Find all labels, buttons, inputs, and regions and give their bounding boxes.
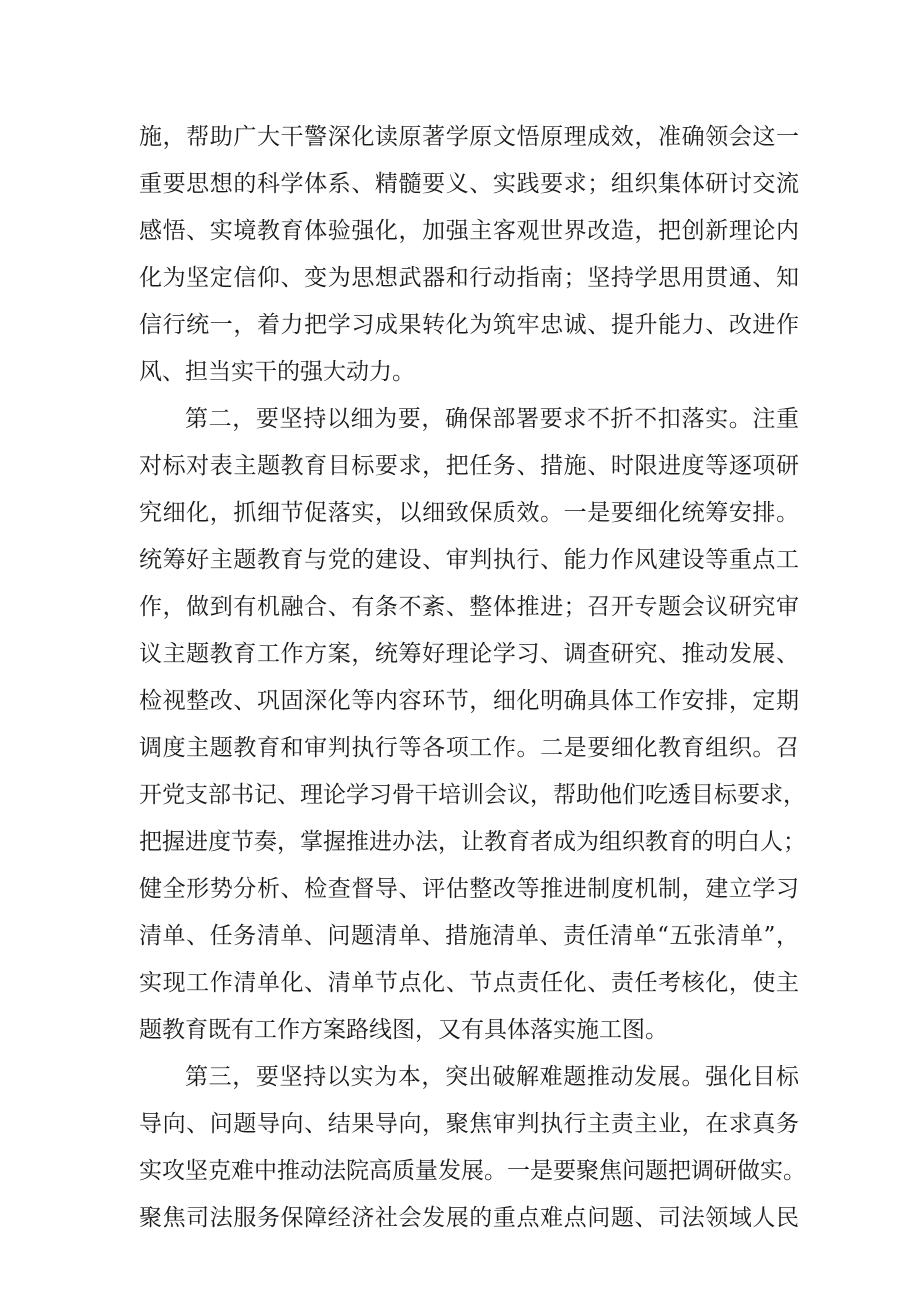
paragraph-2-line-7: 检视整改、巩固深化等内容环节，细化明确具体工作安排，定期 [139,688,799,714]
paragraph-2-line-1: 第二，要坚持以细为要，确保部署要求不折不扣落实。注重 [185,406,799,432]
paragraph-1-line-4: 化为坚定信仰、变为思想武器和行动指南；坚持学思用贯通、知 [139,265,799,291]
paragraph-2-line-2: 对标对表主题教育目标要求，把任务、措施、时限进度等逐项研 [139,453,799,479]
paragraph-2-line-13: 实现工作清单化、清单节点化、节点责任化、责任考核化，使主 [139,970,799,996]
paragraph-3-line-2: 导向、问题导向、结果导向，聚焦审判执行主责主业，在求真务 [139,1111,799,1137]
paragraph-3-line-4: 聚焦司法服务保障经济社会发展的重点难点问题、司法领域人民 [139,1205,799,1231]
paragraph-2-line-9: 开党支部书记、理论学习骨干培训会议，帮助他们吃透目标要求， [139,782,806,808]
paragraph-3-line-3: 实攻坚克难中推动法院高质量发展。一是要聚焦问题把调研做实。 [139,1158,806,1184]
paragraph-2-line-11: 健全形势分析、检查督导、评估整改等推进制度机制，建立学习 [139,876,799,902]
paragraph-1-line-5: 信行统一，着力把学习成果转化为筑牢忠诚、提升能力、改进作 [139,312,799,338]
paragraph-2-line-10: 把握进度节奏，掌握推进办法，让教育者成为组织教育的明白人； [139,829,806,855]
paragraph-2-line-5: 作，做到有机融合、有条不紊、整体推进；召开专题会议研究审 [139,594,799,620]
paragraph-2-line-6: 议主题教育工作方案，统筹好理论学习、调查研究、推动发展、 [139,641,799,667]
paragraph-2-line-4: 统筹好主题教育与党的建设、审判执行、能力作风建设等重点工 [139,547,799,573]
paragraph-1-line-3: 感悟、实境教育体验强化，加强主客观世界改造，把创新理论内 [139,218,799,244]
paragraph-1-line-6: 风、担当实干的强大动力。 [139,359,415,385]
paragraph-2-line-14: 题教育既有工作方案路线图，又有具体落实施工图。 [139,1017,668,1043]
paragraph-3-line-1: 第三，要坚持以实为本，突出破解难题推动发展。强化目标 [185,1064,799,1090]
paragraph-1-line-2: 重要思想的科学体系、精髓要义、实践要求；组织集体研讨交流 [139,171,799,197]
paragraph-2-line-3: 究细化，抓细节促落实，以细致保质效。一是要细化统筹安排。 [139,500,799,526]
paragraph-1-line-1: 施，帮助广大干警深化读原著学原文悟原理成效，准确领会这一 [139,124,799,150]
paragraph-2-line-12: 清单、任务清单、问题清单、措施清单、责任清单“五张清单”， [139,923,799,949]
paragraph-2-line-8: 调度主题教育和审判执行等各项工作。二是要细化教育组织。召 [139,735,799,761]
